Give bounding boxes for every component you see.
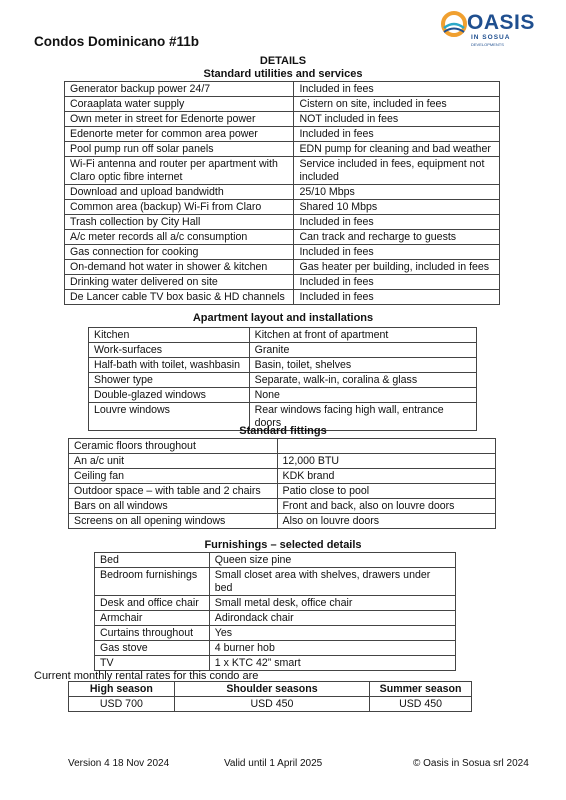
utilities-row <box>65 185 500 200</box>
furnishings-item: Desk and office chair <box>95 596 210 611</box>
fittings-detail: 12,000 BTU <box>277 454 495 469</box>
utilities-item: Common area (backup) Wi-Fi from Claro <box>65 200 294 215</box>
furnishings-detail: Adirondack chair <box>209 611 455 626</box>
footer-version: Version 4 18 Nov 2024 <box>68 758 170 769</box>
utilities-row <box>65 142 500 157</box>
utilities-detail: Gas heater per building, included in fees <box>294 260 500 275</box>
utilities-detail: Cistern on site, included in fees <box>294 97 500 112</box>
layout-item: Shower type <box>89 373 250 388</box>
layout-detail: None <box>249 388 476 403</box>
utilities-item: Drinking water delivered on site <box>65 275 294 290</box>
utilities-row <box>65 112 500 127</box>
furnishings-detail: Small metal desk, office chair <box>209 596 455 611</box>
fittings-row <box>69 439 496 454</box>
furnishings-item: Curtains throughout <box>95 626 210 641</box>
fittings-item: Bars on all windows <box>69 499 278 514</box>
utilities-item: On-demand hot water in shower & kitchen <box>65 260 294 275</box>
layout-item: Half-bath with toilet, washbasin <box>89 358 250 373</box>
furnishings-row <box>95 596 456 611</box>
rates-intro: Current monthly rental rates for this condo are <box>34 670 259 682</box>
furnishings-item: Armchair <box>95 611 210 626</box>
utilities-detail: NOT included in fees <box>294 112 500 127</box>
furnishings-row <box>95 626 456 641</box>
fittings-heading: Standard fittings <box>239 425 327 437</box>
furnishings-detail: 1 x KTC 42” smart <box>209 656 455 671</box>
furnishings-row <box>95 611 456 626</box>
layout-row <box>89 373 477 388</box>
fittings-item: Ceiling fan <box>69 469 278 484</box>
fittings-detail <box>277 439 495 454</box>
utilities-detail: Included in fees <box>294 275 500 290</box>
utilities-detail: Included in fees <box>294 290 500 305</box>
utilities-row <box>65 260 500 275</box>
utilities-row <box>65 275 500 290</box>
furnishings-row <box>95 656 456 671</box>
utilities-detail: Service included in fees, equipment not included <box>294 157 500 185</box>
rates-value-row <box>69 697 472 712</box>
utilities-item: Coraaplata water supply <box>65 97 294 112</box>
fittings-detail: Patio close to pool <box>277 484 495 499</box>
utilities-item: Download and upload bandwidth <box>65 185 294 200</box>
layout-item: Kitchen <box>89 328 250 343</box>
fittings-row <box>69 454 496 469</box>
utilities-item: Own meter in street for Edenorte power <box>65 112 294 127</box>
furnishings-detail: Small closet area with shelves, drawers under bed <box>209 568 455 596</box>
utilities-item: Edenorte meter for common area power <box>65 127 294 142</box>
logo-wordmark: OASIS <box>467 11 535 34</box>
utilities-row <box>65 157 500 185</box>
fittings-row <box>69 514 496 529</box>
layout-row <box>89 328 477 343</box>
rates-header-shoulder: Shoulder seasons <box>174 682 369 697</box>
utilities-row <box>65 230 500 245</box>
footer-copyright: © Oasis in Sosua srl 2024 <box>413 758 529 769</box>
layout-item: Work-surfaces <box>89 343 250 358</box>
furnishings-row <box>95 641 456 656</box>
rates-header-summer: Summer season <box>370 682 472 697</box>
utilities-detail: Included in fees <box>294 215 500 230</box>
fittings-row <box>69 484 496 499</box>
furnishings-item: Gas stove <box>95 641 210 656</box>
fittings-item: Ceramic floors throughout <box>69 439 278 454</box>
furnishings-heading: Furnishings – selected details <box>204 539 362 551</box>
rates-table <box>68 681 472 712</box>
utilities-row <box>65 97 500 112</box>
utilities-detail: EDN pump for cleaning and bad weather <box>294 142 500 157</box>
fittings-detail: Also on louvre doors <box>277 514 495 529</box>
furnishings-item: TV <box>95 656 210 671</box>
fittings-table <box>68 438 496 529</box>
utilities-table <box>64 81 500 305</box>
layout-detail: Rear windows facing high wall, entrance doors <box>249 403 476 431</box>
utilities-detail: Included in fees <box>294 82 500 97</box>
utilities-detail: Can track and recharge to guests <box>294 230 500 245</box>
details-heading: DETAILS <box>259 55 307 67</box>
utilities-row <box>65 200 500 215</box>
fittings-item: Screens on all opening windows <box>69 514 278 529</box>
rate-high: USD 700 <box>69 697 175 712</box>
fittings-detail: KDK brand <box>277 469 495 484</box>
layout-heading: Apartment layout and installations <box>192 312 374 324</box>
furnishings-row <box>95 568 456 596</box>
fittings-detail: Front and back, also on louvre doors <box>277 499 495 514</box>
utilities-detail: Included in fees <box>294 245 500 260</box>
furnishings-detail: Queen size pine <box>209 553 455 568</box>
logo-tagline: DEVELOPMENTS <box>471 42 504 47</box>
utilities-row <box>65 290 500 305</box>
utilities-item: Wi-Fi antenna and router per apartment with Claro optic fibre internet <box>65 157 294 185</box>
layout-row <box>89 358 477 373</box>
utilities-detail: 25/10 Mbps <box>294 185 500 200</box>
fittings-row <box>69 469 496 484</box>
rates-header-high: High season <box>69 682 175 697</box>
utilities-item: Generator backup power 24/7 <box>65 82 294 97</box>
furnishings-detail: 4 burner hob <box>209 641 455 656</box>
layout-row <box>89 343 477 358</box>
layout-detail: Basin, toilet, shelves <box>249 358 476 373</box>
utilities-item: Trash collection by City Hall <box>65 215 294 230</box>
layout-row <box>89 388 477 403</box>
rate-summer: USD 450 <box>370 697 472 712</box>
rate-shoulder: USD 450 <box>174 697 369 712</box>
utilities-item: Gas connection for cooking <box>65 245 294 260</box>
fittings-item: An a/c unit <box>69 454 278 469</box>
utilities-row <box>65 245 500 260</box>
utilities-row <box>65 127 500 142</box>
utilities-detail: Included in fees <box>294 127 500 142</box>
document-title: Condos Dominicano #11b <box>34 34 200 49</box>
logo-subtitle: IN SOSUA <box>471 34 511 41</box>
furnishings-item: Bed <box>95 553 210 568</box>
utilities-row <box>65 82 500 97</box>
utilities-detail: Shared 10 Mbps <box>294 200 500 215</box>
layout-detail: Granite <box>249 343 476 358</box>
rates-header-row <box>69 682 472 697</box>
furnishings-row <box>95 553 456 568</box>
utilities-heading: Standard utilities and services <box>203 68 363 80</box>
layout-table <box>88 327 477 431</box>
layout-detail: Separate, walk-in, coralina & glass <box>249 373 476 388</box>
footer-valid: Valid until 1 April 2025 <box>224 758 323 769</box>
furnishings-table <box>94 552 456 671</box>
furnishings-detail: Yes <box>209 626 455 641</box>
utilities-row <box>65 215 500 230</box>
layout-detail: Kitchen at front of apartment <box>249 328 476 343</box>
fittings-item: Outdoor space – with table and 2 chairs <box>69 484 278 499</box>
layout-item: Louvre windows <box>89 403 250 431</box>
fittings-row <box>69 499 496 514</box>
utilities-item: Pool pump run off solar panels <box>65 142 294 157</box>
utilities-item: A/c meter records all a/c consumption <box>65 230 294 245</box>
oasis-logo <box>440 8 536 50</box>
utilities-item: De Lancer cable TV box basic & HD channels <box>65 290 294 305</box>
furnishings-item: Bedroom furnishings <box>95 568 210 596</box>
layout-item: Double-glazed windows <box>89 388 250 403</box>
